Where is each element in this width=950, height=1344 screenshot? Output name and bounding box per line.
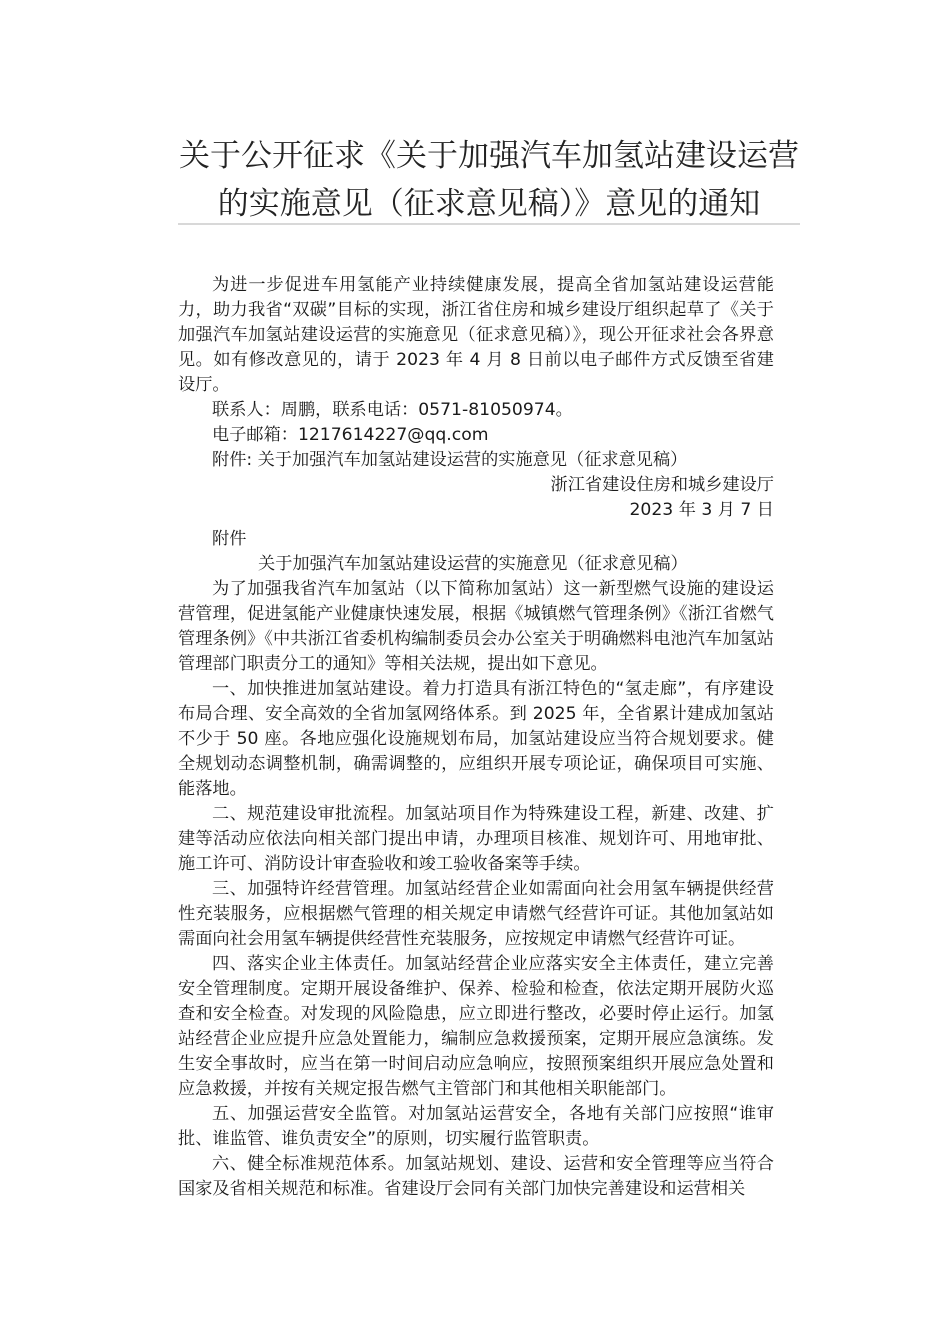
title-divider (178, 223, 800, 225)
issuer-line: 浙江省建设住房和城乡建设厅 (550, 475, 774, 495)
attachment-title: 关于加强汽车加氢站建设运营的实施意见（征求意见稿） (258, 554, 688, 574)
preamble-paragraph: 为了加强我省汽车加氢站（以下简称加氢站）这一新型燃气设施的建设运营管理，促进氢能产业健康快速发展，根据《城镇燃气管理条例》《浙江省燃气管理条例》《中共浙江省委机构编制委员会办公室关于明确燃料电池汽车加氢站管理部门职责分工的通知》等相关法规，提出如下意见。 (178, 579, 774, 674)
item-3-paragraph: 三、加强特许经营管理。加氢站经营企业如需面向社会用氢车辆提供经营性充装服务，应根据燃气管理的相关规定申请燃气经营许可证。其他加氢站如需面向社会用氢车辆提供经营性充装服务，应按规定申请燃气经营许可证。 (178, 879, 774, 949)
attachment-label: 附件 (212, 529, 247, 549)
item-4-paragraph: 四、落实企业主体责任。加氢站经营企业应落实安全主体责任，建立完善安全管理制度。定期开展设备维护、保养、检验和检查，依法定期开展防火巡查和安全检查。对发现的风险隐患，应立即进行整改，必要时停止运行。加氢站经营企业应提升应急处置能力，编制应急救援预案，定期开展应急演练。发生安全事故时，应当在第一时间启动应急响应，按照预案组织开展应急处置和应急救援，并按有关规定报告燃气主管部门和其他相关职能部门。 (178, 954, 774, 1099)
item-6-paragraph: 六、健全标准规范体系。加氢站规划、建设、运营和安全管理等应当符合国家及省相关规范和标准。省建设厅会同有关部门加快完善建设和运营相关 (178, 1154, 774, 1199)
item-2-paragraph: 二、规范建设审批流程。加氢站项目作为特殊建设工程，新建、改建、扩建等活动应依法向相关部门提出申请，办理项目核准、规划许可、用地审批、施工许可、消防设计审查验收和竣工验收备案等手续。 (178, 804, 774, 874)
contact-line: 联系人：周鹏，联系电话：0571-81050974。 (212, 400, 573, 420)
document-body (178, 273, 774, 1202)
intro-paragraph: 为进一步促进车用氢能产业持续健康发展，提高全省加氢站建设运营能力，助力我省“双碳”目标的实现，浙江省住房和城乡建设厅组织起草了《关于加强汽车加氢站建设运营的实施意见（征求意见稿）》，现公开征求社会各界意见。如有修改意见的，请于 2023 年 4 月 8 日前以电子邮件方式反馈至省建设厅。 (178, 275, 774, 395)
attachment-note: 附件: 关于加强汽车加氢站建设运营的实施意见（征求意见稿） (212, 450, 688, 470)
item-1-paragraph: 一、加快推进加氢站建设。着力打造具有浙江特色的“氢走廊”，有序建设布局合理、安全高效的全省加氢网络体系。到 2025 年，全省累计建成加氢站不少于 50 座。各地应强化设施规划布局，加氢站建设应当符合规划要求。健全规划动态调整机制，确需调整的，应组织开展专项论证，确保项目可实施、能落地。 (178, 679, 774, 799)
title-line-1: 关于公开征求《关于加强汽车加氢站建设运营 (179, 138, 799, 174)
page-title (178, 132, 800, 228)
email-line: 电子邮箱：1217614227@qq.com (212, 425, 489, 445)
date-line: 2023 年 3 月 7 日 (629, 500, 774, 520)
item-5-paragraph: 五、加强运营安全监管。对加氢站运营安全，各地有关部门应按照“谁审批、谁监管、谁负责安全”的原则，切实履行监管职责。 (178, 1104, 774, 1149)
title-line-2: 的实施意见（征求意见稿）》意见的通知 (217, 186, 761, 222)
